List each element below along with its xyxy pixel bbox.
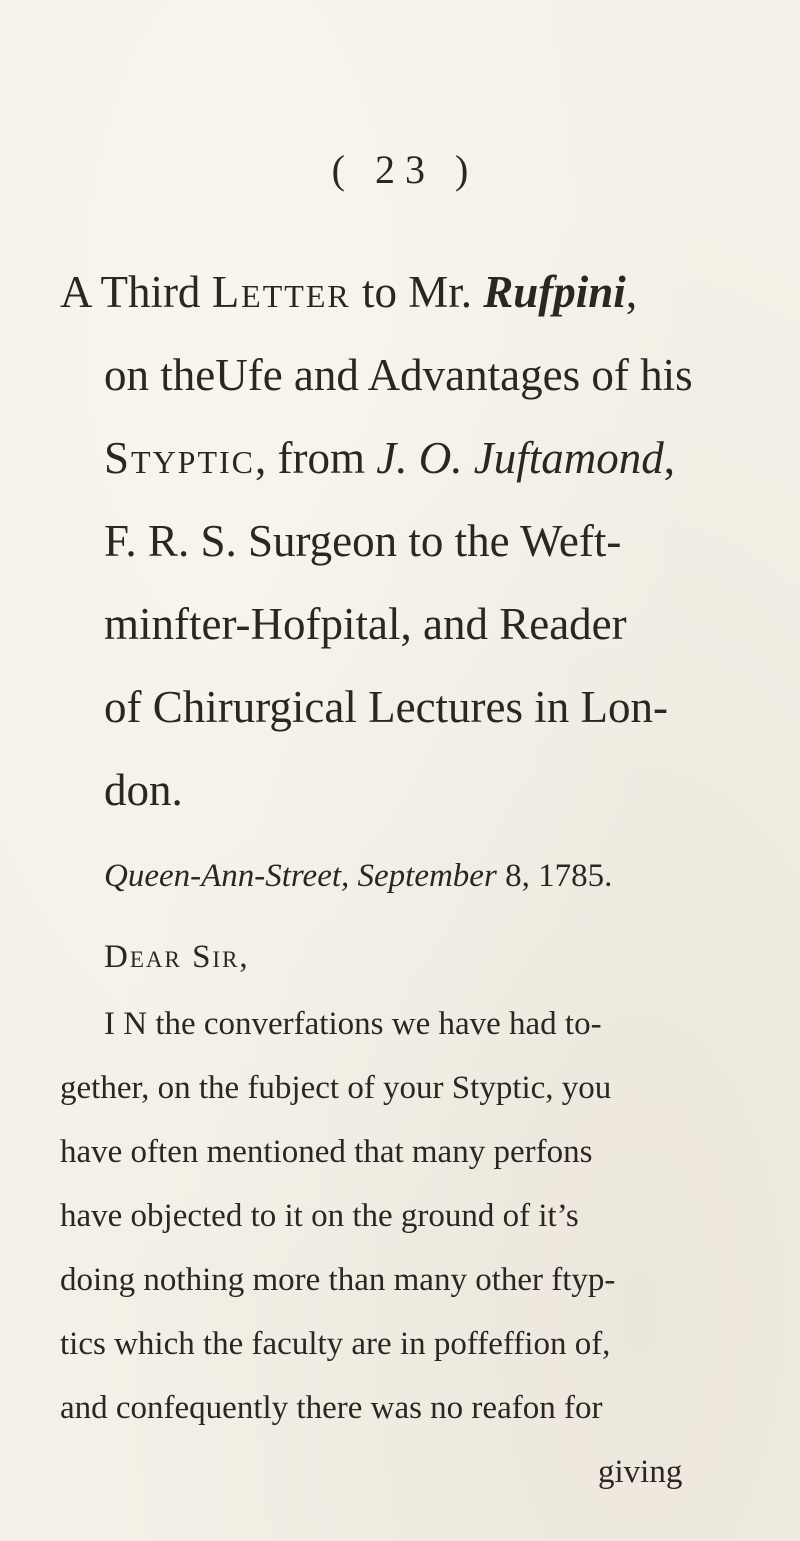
heading-line-1 xyxy=(60,267,638,317)
heading-line-7: don. xyxy=(104,765,183,815)
heading-line-6: of Chirurgical Lectures in Lon- xyxy=(104,682,668,732)
body-line: have often mentioned that many perfons xyxy=(60,1134,593,1170)
salutation: Dear Sir, xyxy=(104,939,250,975)
heading-comma: , xyxy=(625,267,638,317)
body-line: tics which the faculty are in poffeffion of, xyxy=(60,1326,611,1362)
heading-from-word: , from xyxy=(255,433,377,483)
heading-author-comma: , xyxy=(663,433,675,483)
body-line: I N the converfations we have had to- xyxy=(104,1006,602,1042)
catchword: giving xyxy=(598,1454,683,1490)
heading-line-2: on theUfe and Advantages of his xyxy=(104,350,693,400)
heading-author-name: J. O. Juftamond xyxy=(376,433,664,483)
heading-letter-word: Letter xyxy=(211,267,351,317)
dateline-place: Queen-Ann-Street, xyxy=(104,858,350,894)
heading-styptic-word: Styptic xyxy=(104,433,256,483)
heading-to-word: to Mr. xyxy=(350,267,484,317)
heading-line-5: minfter-Hofpital, and Reader xyxy=(104,599,627,649)
body-line: and confequently there was no reafon for xyxy=(60,1390,603,1426)
heading-line-3 xyxy=(104,433,675,483)
dateline xyxy=(104,860,612,893)
heading-line-4: F. R. S. Surgeon to the Weft- xyxy=(104,516,622,566)
page-number: ( 23 ) xyxy=(331,147,479,192)
body-line: have objected to it on the ground of it’s xyxy=(60,1198,579,1234)
body-line: doing nothing more than many other ftyp- xyxy=(60,1262,616,1298)
body-line: gether, on the fubject of your Styptic, you xyxy=(60,1070,612,1106)
dateline-day-year: 8, 1785. xyxy=(496,858,613,894)
heading-recipient-name: Rufpini xyxy=(483,267,626,317)
heading-text-a: A Third xyxy=(60,267,212,317)
dateline-month: September xyxy=(357,858,497,894)
